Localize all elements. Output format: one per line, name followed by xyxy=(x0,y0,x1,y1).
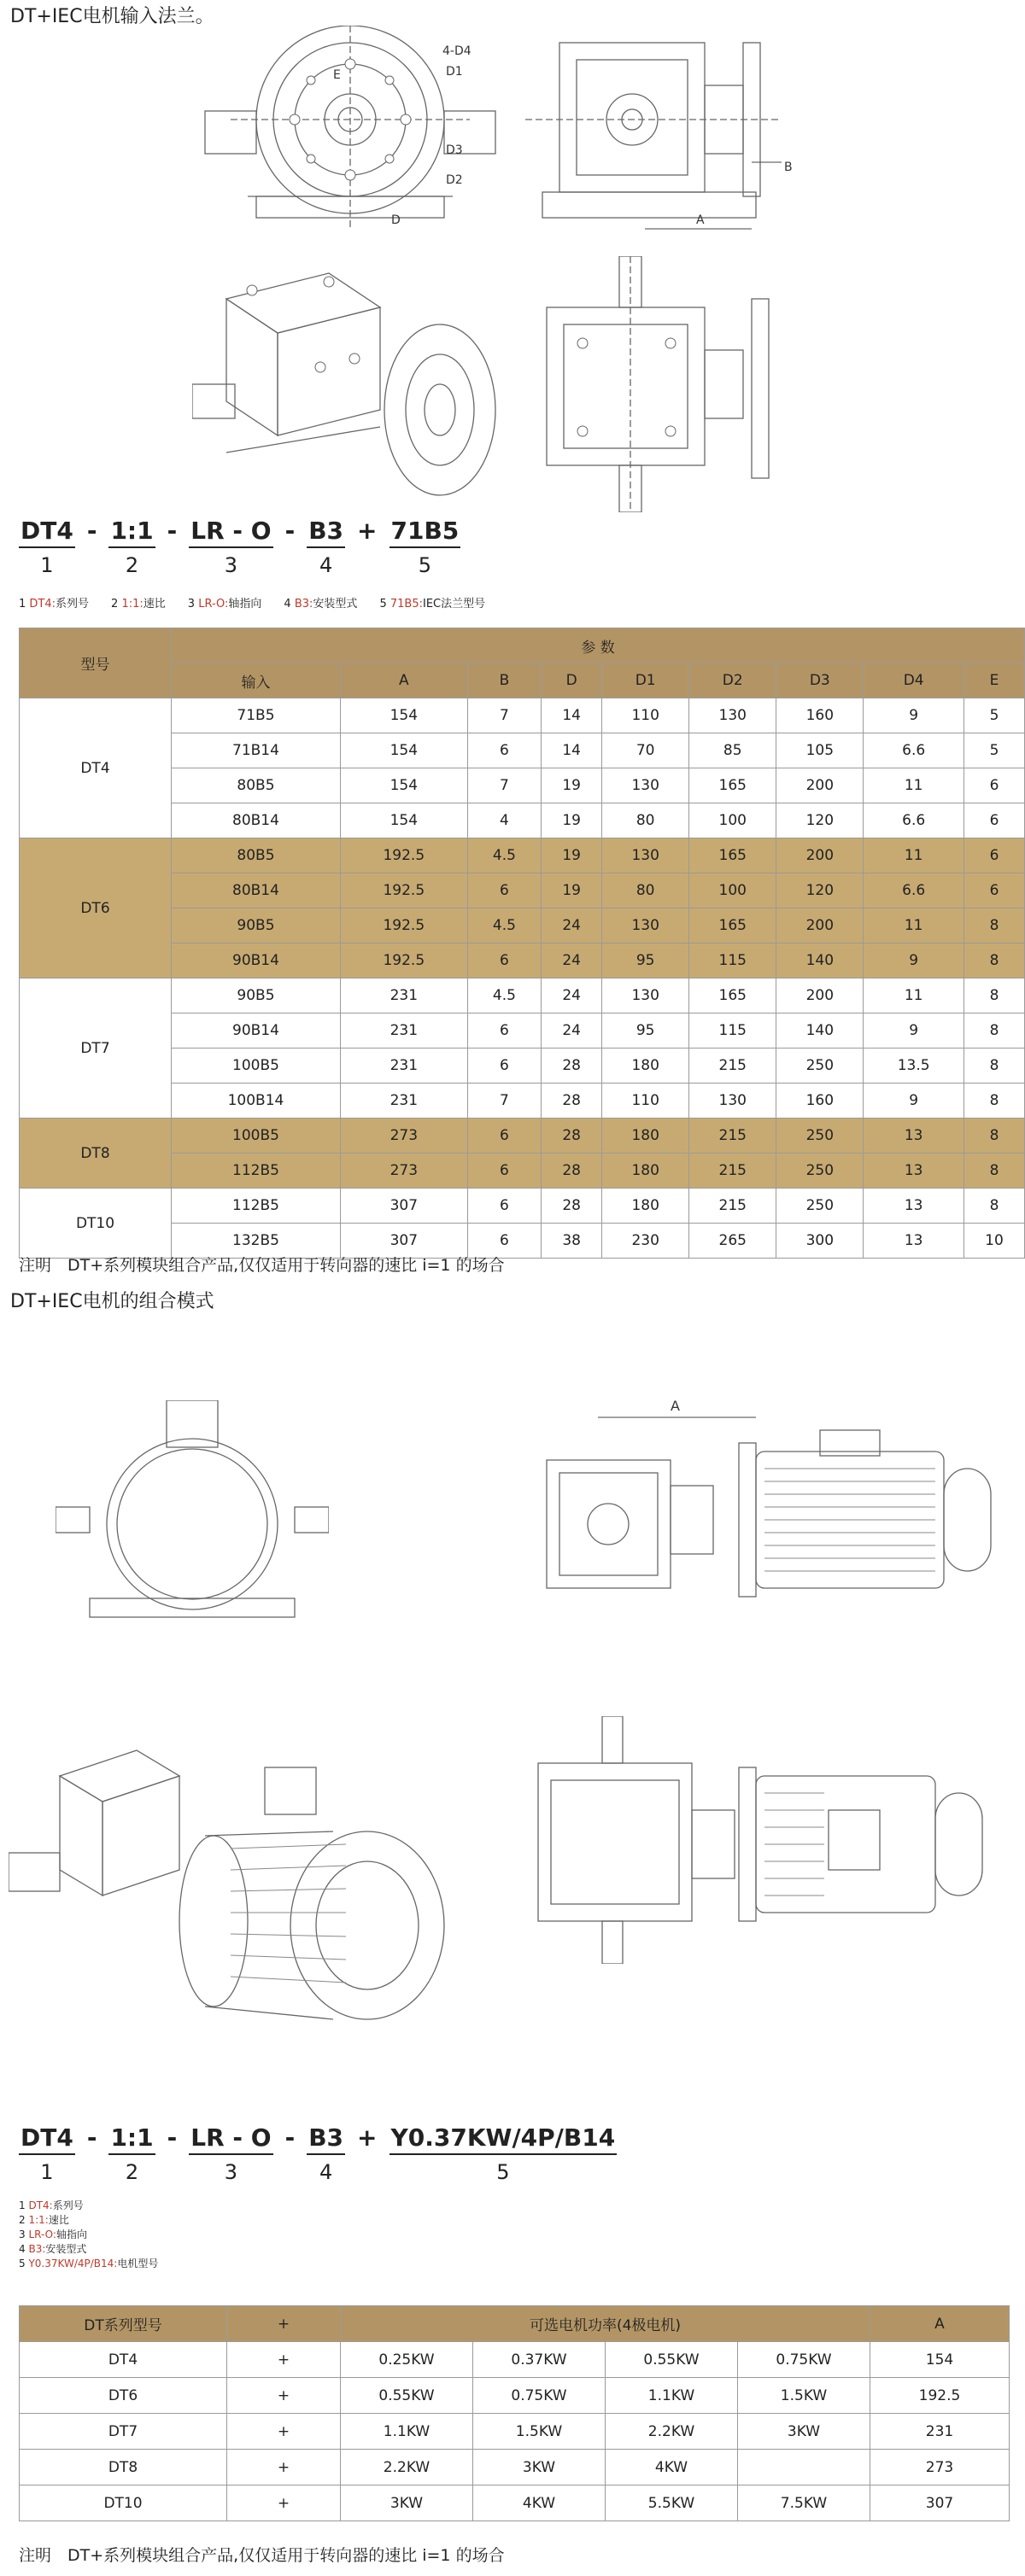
code-sep: - xyxy=(167,517,178,545)
table-cell: DT6 xyxy=(20,2378,227,2414)
motor-front-view-drawing xyxy=(56,1400,329,1622)
table-cell: DT10 xyxy=(20,2485,227,2521)
legend-item: 1 DT4:系列号 xyxy=(19,2199,84,2211)
column-header: 输入 xyxy=(172,663,341,698)
table-cell: 9 xyxy=(864,1013,964,1049)
table-cell: 8 xyxy=(964,908,1024,943)
code-seg-num: 1 xyxy=(40,553,54,577)
table-cell: 1.1KW xyxy=(606,2378,738,2414)
code-sep: - xyxy=(284,2123,296,2152)
dim-label-d2: D2 xyxy=(446,173,463,187)
table-cell: 0.55KW xyxy=(606,2342,738,2378)
code-seg-text: B3 xyxy=(307,2124,345,2155)
gearbox-flange-iso-drawing xyxy=(192,256,500,504)
table-cell: 154 xyxy=(340,803,467,838)
code-legend-flange xyxy=(19,594,485,610)
table-cell: 90B5 xyxy=(172,908,341,943)
table-cell: 6.6 xyxy=(864,803,964,838)
table-cell: 95 xyxy=(602,943,689,978)
column-header: D4 xyxy=(864,663,964,698)
table-cell: 8 xyxy=(964,1049,1024,1084)
table-cell: 7 xyxy=(467,698,542,733)
table-cell: 4KW xyxy=(606,2450,738,2485)
table-cell: 132B5 xyxy=(172,1224,341,1259)
table-cell: 100B5 xyxy=(172,1049,341,1084)
header-series: DT系列型号 xyxy=(20,2306,227,2342)
legend-item: 5 71B5:IEC法兰型号 xyxy=(379,598,486,610)
dim-label-4-d4: 4-D4 xyxy=(442,44,472,58)
table-cell: 231 xyxy=(340,1084,467,1119)
header-plus: + xyxy=(227,2306,341,2342)
code-seg-2 xyxy=(108,517,155,577)
column-header: D xyxy=(542,663,602,698)
code-seg-3 xyxy=(189,517,272,577)
table-cell: 100B5 xyxy=(172,1119,341,1154)
table-cell: 231 xyxy=(340,978,467,1013)
column-header: D2 xyxy=(689,663,776,698)
column-header: D1 xyxy=(602,663,689,698)
code-seg-1 xyxy=(19,2124,75,2184)
table-cell: 80 xyxy=(602,873,689,908)
table-cell: 250 xyxy=(776,1049,864,1084)
table-cell: 200 xyxy=(776,838,864,873)
table-cell: 6 xyxy=(467,1013,542,1049)
table-cell: 231 xyxy=(340,1049,467,1084)
legend-item: 2 1:1:速比 xyxy=(111,598,166,610)
table-cell: 80B5 xyxy=(172,838,341,873)
code-seg-text: Y0.37KW/4P/B14 xyxy=(390,2124,618,2155)
table-cell: 307 xyxy=(870,2485,1010,2521)
table-cell: 2.2KW xyxy=(606,2414,738,2450)
table-cell: 154 xyxy=(340,768,467,803)
model-cell: DT7 xyxy=(20,978,172,1119)
model-cell: DT4 xyxy=(20,698,172,838)
table-row xyxy=(20,698,1025,733)
table-cell: 6 xyxy=(467,733,542,768)
header-a: A xyxy=(870,2306,1010,2342)
table-cell: 160 xyxy=(776,698,864,733)
table-cell: 215 xyxy=(689,1154,776,1189)
model-code-motor xyxy=(19,2124,617,2184)
table-cell: 11 xyxy=(864,908,964,943)
table-cell: 19 xyxy=(542,803,602,838)
table-cell: 0.75KW xyxy=(738,2342,870,2378)
table-cell: 90B5 xyxy=(172,978,341,1013)
table-cell: 192.5 xyxy=(340,943,467,978)
table-cell: 8 xyxy=(964,978,1024,1013)
code-sep: - xyxy=(284,517,296,545)
code-seg-4 xyxy=(307,517,345,577)
table-cell: 250 xyxy=(776,1154,864,1189)
table-cell: 71B5 xyxy=(172,698,341,733)
dim-label-e: E xyxy=(333,68,341,82)
table-cell: 28 xyxy=(542,1189,602,1224)
table-cell: 4 xyxy=(467,803,542,838)
motor-side-view-drawing xyxy=(521,1392,999,1605)
flange-side-view-drawing xyxy=(525,26,833,239)
table-cell: 200 xyxy=(776,978,864,1013)
table-cell: 200 xyxy=(776,908,864,943)
table-cell: 6 xyxy=(964,838,1024,873)
table-cell: 180 xyxy=(602,1119,689,1154)
table-cell: 6 xyxy=(467,1154,542,1189)
table-cell: 250 xyxy=(776,1189,864,1224)
table-cell: 6 xyxy=(964,803,1024,838)
table-row xyxy=(20,2342,1010,2378)
table-cell: 100B14 xyxy=(172,1084,341,1119)
legend-item: 2 1:1:速比 xyxy=(19,2214,69,2226)
table-cell: 24 xyxy=(542,1013,602,1049)
legend-item: 4 B3:安装型式 xyxy=(19,2243,87,2255)
table-cell: + xyxy=(227,2450,341,2485)
motor-top-view-drawing xyxy=(512,1716,991,1964)
table-cell: 120 xyxy=(776,803,864,838)
table-cell: 6 xyxy=(467,943,542,978)
table-cell: 80B14 xyxy=(172,803,341,838)
table-cell: 11 xyxy=(864,838,964,873)
table-cell: 192.5 xyxy=(340,908,467,943)
column-header: E xyxy=(964,663,1024,698)
code-seg-num: 2 xyxy=(125,2160,139,2184)
table-cell: 8 xyxy=(964,1189,1024,1224)
table-cell: 231 xyxy=(340,1013,467,1049)
table-cell: 7 xyxy=(467,1084,542,1119)
table-cell: 154 xyxy=(340,698,467,733)
table-cell: 8 xyxy=(964,943,1024,978)
table-cell: 13 xyxy=(864,1119,964,1154)
table-cell: 80B5 xyxy=(172,768,341,803)
dim-label-d1: D1 xyxy=(446,65,463,79)
table-cell: 28 xyxy=(542,1119,602,1154)
table-cell: 192.5 xyxy=(870,2378,1010,2414)
table-row xyxy=(20,2450,1010,2485)
table-cell: 3KW xyxy=(473,2450,606,2485)
table-cell: 0.25KW xyxy=(341,2342,473,2378)
table-cell: 3KW xyxy=(738,2414,870,2450)
table-row xyxy=(20,1119,1025,1154)
dim-label-d: D xyxy=(391,213,401,227)
table-row xyxy=(20,978,1025,1013)
table-cell: 180 xyxy=(602,1049,689,1084)
table-cell: 215 xyxy=(689,1119,776,1154)
table-cell: 4KW xyxy=(473,2485,606,2521)
table-cell: 130 xyxy=(602,908,689,943)
code-seg-num: 4 xyxy=(319,553,333,577)
code-sep: - xyxy=(86,517,97,545)
column-header: D3 xyxy=(776,663,864,698)
table-cell: 165 xyxy=(689,838,776,873)
table-cell: 130 xyxy=(689,698,776,733)
table-cell: 105 xyxy=(776,733,864,768)
model-code-flange xyxy=(19,517,460,577)
table-cell: 8 xyxy=(964,1013,1024,1049)
table-cell: 112B5 xyxy=(172,1154,341,1189)
code-seg-text: B3 xyxy=(307,517,345,548)
code-seg-text: LR - O xyxy=(189,2124,272,2155)
table-cell: 120 xyxy=(776,873,864,908)
table-cell: 112B5 xyxy=(172,1189,341,1224)
table-cell: 10 xyxy=(964,1224,1024,1259)
code-sep: + xyxy=(357,517,378,545)
table-cell: 273 xyxy=(870,2450,1010,2485)
flange-front-view-drawing xyxy=(196,26,504,239)
code-seg-1 xyxy=(19,517,75,577)
table-cell: 100 xyxy=(689,803,776,838)
table-cell: 9 xyxy=(864,698,964,733)
table-cell: 38 xyxy=(542,1224,602,1259)
table-cell: 4.5 xyxy=(467,908,542,943)
table-cell: 19 xyxy=(542,838,602,873)
section-title-flange: DT+IEC电机输入法兰。 xyxy=(10,6,214,27)
table-cell: 11 xyxy=(864,978,964,1013)
table-cell: 80 xyxy=(602,803,689,838)
table-cell: 90B14 xyxy=(172,1013,341,1049)
table-cell: 165 xyxy=(689,978,776,1013)
table-cell: + xyxy=(227,2342,341,2378)
model-cell: DT10 xyxy=(20,1189,172,1259)
code-sep: - xyxy=(167,2123,178,2152)
header-model: 型号 xyxy=(20,628,172,698)
table-cell: 115 xyxy=(689,1013,776,1049)
table-cell: 192.5 xyxy=(340,873,467,908)
flange-top-view-drawing xyxy=(530,256,811,512)
table-cell: 215 xyxy=(689,1049,776,1084)
model-cell: DT6 xyxy=(20,838,172,978)
flange-params-table xyxy=(19,628,1025,1259)
table-cell: 28 xyxy=(542,1154,602,1189)
table-cell: 4.5 xyxy=(467,978,542,1013)
table-cell: 6 xyxy=(467,1224,542,1259)
table-cell: 165 xyxy=(689,908,776,943)
code-sep: + xyxy=(357,2123,378,2152)
table-cell: 6 xyxy=(467,873,542,908)
table-cell xyxy=(738,2450,870,2485)
code-sep: - xyxy=(86,2123,97,2152)
table-row xyxy=(20,838,1025,873)
code-seg-text: DT4 xyxy=(19,517,75,548)
code-seg-num: 3 xyxy=(224,2160,238,2184)
table-cell: 130 xyxy=(602,978,689,1013)
table-cell: 85 xyxy=(689,733,776,768)
table-cell: 307 xyxy=(340,1224,467,1259)
table-cell: 230 xyxy=(602,1224,689,1259)
code-seg-3 xyxy=(189,2124,272,2184)
table-cell: 250 xyxy=(776,1119,864,1154)
table-cell: 6 xyxy=(964,768,1024,803)
legend-item: 5 Y0.37KW/4P/B14:电机型号 xyxy=(19,2258,159,2269)
table-cell: 0.75KW xyxy=(473,2378,606,2414)
table-cell: 6 xyxy=(467,1049,542,1084)
table-cell: 14 xyxy=(542,733,602,768)
table-cell: 273 xyxy=(340,1154,467,1189)
table-row xyxy=(20,2378,1010,2414)
dim-label-b: B xyxy=(784,161,793,174)
dim-label-d3: D3 xyxy=(446,143,463,157)
code-seg-num: 5 xyxy=(418,553,432,577)
table-cell: 19 xyxy=(542,768,602,803)
table-cell: 130 xyxy=(602,768,689,803)
code-seg-num: 2 xyxy=(125,553,139,577)
code-seg-text: 1:1 xyxy=(108,2124,155,2155)
dim-label-a: A xyxy=(696,213,705,227)
table-cell: 6 xyxy=(467,1119,542,1154)
table-cell: 8 xyxy=(964,1084,1024,1119)
code-seg-num: 4 xyxy=(319,2160,333,2184)
header-power: 可选电机功率(4极电机) xyxy=(341,2306,870,2342)
table-cell: DT8 xyxy=(20,2450,227,2485)
table-cell: 24 xyxy=(542,908,602,943)
table-cell: 110 xyxy=(602,1084,689,1119)
table-cell: 140 xyxy=(776,943,864,978)
table-cell: 180 xyxy=(602,1189,689,1224)
table-cell: 24 xyxy=(542,978,602,1013)
table-cell: 180 xyxy=(602,1154,689,1189)
table-cell: 307 xyxy=(340,1189,467,1224)
code-seg-text: LR - O xyxy=(189,517,272,548)
table-cell: + xyxy=(227,2414,341,2450)
code-seg-5 xyxy=(390,517,461,577)
table-cell: 115 xyxy=(689,943,776,978)
table-cell: 154 xyxy=(870,2342,1010,2378)
code-legend-motor xyxy=(19,2199,158,2271)
motor-power-table xyxy=(19,2305,1010,2521)
table-cell: 6.6 xyxy=(864,733,964,768)
table-cell: 154 xyxy=(340,733,467,768)
table-cell: 0.37KW xyxy=(473,2342,606,2378)
table-row xyxy=(20,2414,1010,2450)
table-cell: 273 xyxy=(340,1119,467,1154)
table-cell: 165 xyxy=(689,768,776,803)
table-cell: 9 xyxy=(864,1084,964,1119)
table-cell: 71B14 xyxy=(172,733,341,768)
table-cell: 19 xyxy=(542,873,602,908)
table-cell: 192.5 xyxy=(340,838,467,873)
legend-item: 3 LR-O:轴指向 xyxy=(19,2228,87,2240)
table-cell: 70 xyxy=(602,733,689,768)
table-cell: DT7 xyxy=(20,2414,227,2450)
table-cell: 1.5KW xyxy=(738,2378,870,2414)
code-seg-5 xyxy=(390,2124,618,2184)
table-cell: 8 xyxy=(964,1154,1024,1189)
table-cell: 5 xyxy=(964,698,1024,733)
table-cell: 9 xyxy=(864,943,964,978)
table-cell: 110 xyxy=(602,698,689,733)
table-cell: 13.5 xyxy=(864,1049,964,1084)
table-cell: 7 xyxy=(467,768,542,803)
table-cell: 4.5 xyxy=(467,838,542,873)
table-cell: 265 xyxy=(689,1224,776,1259)
note-motor: 注明 DT+系列模块组合产品,仅仅适用于转向器的速比 i=1 的场合 xyxy=(19,2546,505,2565)
table-cell: 130 xyxy=(602,838,689,873)
table-cell: 6 xyxy=(467,1189,542,1224)
table-cell: 100 xyxy=(689,873,776,908)
legend-item: 3 LR-O:轴指向 xyxy=(187,598,262,610)
table-cell: 11 xyxy=(864,768,964,803)
table-cell: 231 xyxy=(870,2414,1010,2450)
table-cell: DT4 xyxy=(20,2342,227,2378)
table-cell: 8 xyxy=(964,1119,1024,1154)
table-cell: 1.5KW xyxy=(473,2414,606,2450)
table-cell: 0.55KW xyxy=(341,2378,473,2414)
code-seg-text: 1:1 xyxy=(108,517,155,548)
table-cell: 95 xyxy=(602,1013,689,1049)
header-params: 参 数 xyxy=(172,628,1025,663)
code-seg-num: 1 xyxy=(40,2160,54,2184)
model-cell: DT8 xyxy=(20,1119,172,1189)
dim-label-a-motor: A xyxy=(671,1398,680,1414)
legend-item: 4 B3:安装型式 xyxy=(284,598,358,610)
table-cell: 13 xyxy=(864,1154,964,1189)
table-cell: 13 xyxy=(864,1224,964,1259)
table-cell: 3KW xyxy=(341,2485,473,2521)
table-row xyxy=(20,2485,1010,2521)
table-cell: 215 xyxy=(689,1189,776,1224)
motor-assembly-iso-drawing xyxy=(9,1742,453,2024)
table-cell: 140 xyxy=(776,1013,864,1049)
section-title-motor: DT+IEC电机的组合模式 xyxy=(10,1291,214,1312)
code-seg-num: 5 xyxy=(496,2160,510,2184)
table-cell: 6 xyxy=(964,873,1024,908)
table-cell: 28 xyxy=(542,1049,602,1084)
table-cell: 2.2KW xyxy=(341,2450,473,2485)
table-cell: 28 xyxy=(542,1084,602,1119)
table-cell: 14 xyxy=(542,698,602,733)
code-seg-2 xyxy=(108,2124,155,2184)
table-row xyxy=(20,1189,1025,1224)
table-cell: 90B14 xyxy=(172,943,341,978)
column-header: A xyxy=(340,663,467,698)
table-cell: 7.5KW xyxy=(738,2485,870,2521)
table-cell: 1.1KW xyxy=(341,2414,473,2450)
table-cell: 80B14 xyxy=(172,873,341,908)
table-cell: 5.5KW xyxy=(606,2485,738,2521)
legend-item: 1 DT4:系列号 xyxy=(19,598,90,610)
note-flange: 注明 DT+系列模块组合产品,仅仅适用于转向器的速比 i=1 的场合 xyxy=(19,1256,505,1275)
code-seg-text: 71B5 xyxy=(390,517,461,548)
code-seg-text: DT4 xyxy=(19,2124,75,2155)
code-seg-num: 3 xyxy=(224,553,238,577)
table-cell: 13 xyxy=(864,1189,964,1224)
table-cell: 24 xyxy=(542,943,602,978)
table-cell: + xyxy=(227,2485,341,2521)
table-cell: + xyxy=(227,2378,341,2414)
table-cell: 160 xyxy=(776,1084,864,1119)
table-cell: 200 xyxy=(776,768,864,803)
table-cell: 6.6 xyxy=(864,873,964,908)
table-cell: 130 xyxy=(689,1084,776,1119)
table-cell: 5 xyxy=(964,733,1024,768)
column-header: B xyxy=(467,663,542,698)
table-cell: 300 xyxy=(776,1224,864,1259)
code-seg-4 xyxy=(307,2124,345,2184)
